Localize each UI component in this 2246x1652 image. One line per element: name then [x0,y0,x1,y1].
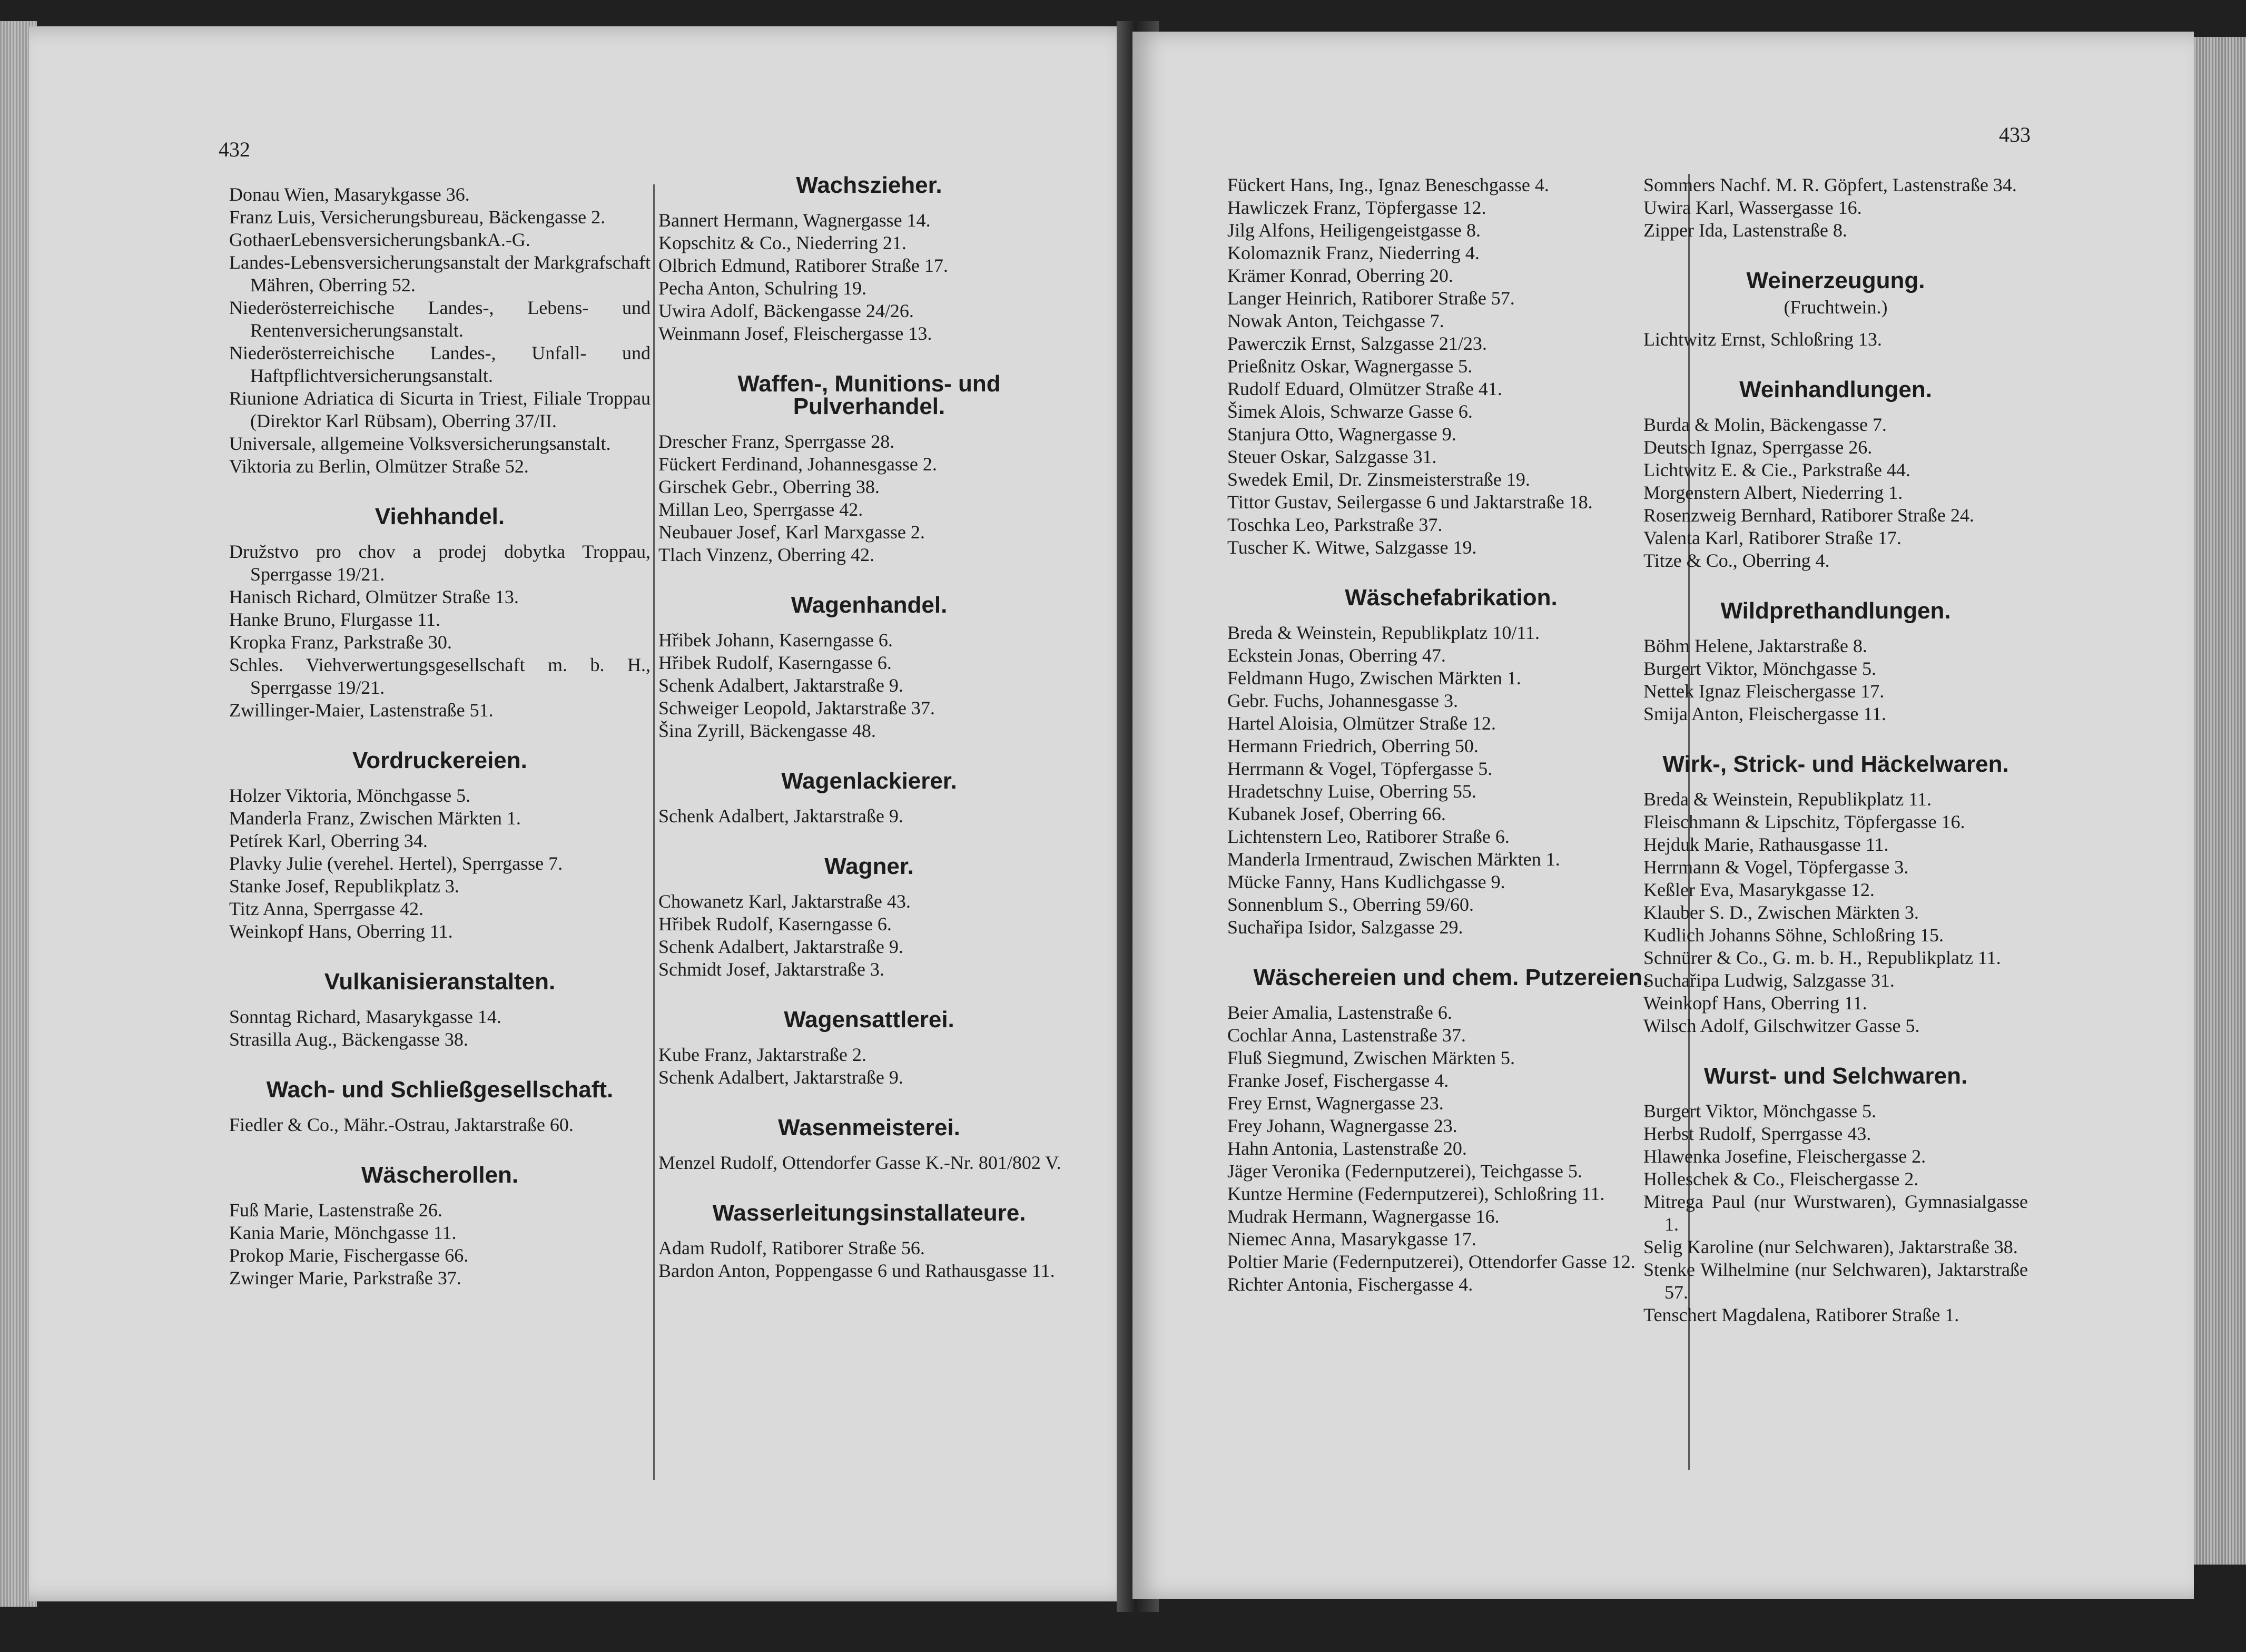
directory-section [658,1008,1080,1089]
directory-entry: Schenk Adalbert, Jaktarstraße 9. [658,1067,903,1088]
directory-entry: Šimek Alois, Schwarze Gasse 6. [1227,401,1473,422]
directory-entry: Weinkopf Hans, Oberring 11. [1643,992,1867,1014]
page-number: 432 [219,137,250,161]
directory-entry: Titze & Co., Oberring 4. [1643,550,1830,571]
directory-entry: Beier Amalia, Lastenstraße 6. [1227,1002,1452,1023]
directory-entry: Smija Anton, Fleischergasse 11. [1643,703,1886,724]
directory-section [1643,269,2028,351]
directory-entry: Hradetschny Luise, Oberring 55. [1227,781,1476,802]
directory-section [1643,174,2028,242]
section-heading: Wagner. [824,853,914,879]
directory-entry: Deutsch Ignaz, Sperrgasse 26. [1643,437,1873,458]
section-heading: Weinerzeugung. [1746,268,1925,293]
directory-entry: Manderla Franz, Zwischen Märkten 1. [229,808,521,829]
directory-entry: Schenk Adalbert, Jaktarstraße 9. [658,675,903,696]
directory-entry: Rosenzweig Bernhard, Ratiborer Straße 24. [1643,505,1974,526]
directory-entry: Stenke Wilhelmine (nur Selchwaren), Jaktarstraße 57. [1643,1259,2028,1303]
directory-entry: Jäger Veronika (Federnputzerei), Teichgasse 5. [1227,1161,1582,1182]
column-left-2 [658,174,1080,1310]
directory-entry: Bannert Hermann, Wagnergasse 14. [658,210,931,231]
directory-entry: Herrmann & Vogel, Töpfergasse 3. [1643,857,1909,878]
directory-entry: Bardon Anton, Poppengasse 6 und Rathausgasse 11. [658,1260,1055,1281]
directory-entry: Millan Leo, Sperrgasse 42. [658,499,863,520]
directory-entry: Valenta Karl, Ratiborer Straße 17. [1643,527,1902,548]
directory-entry: Hřibek Rudolf, Kaserngasse 6. [658,652,892,673]
directory-entry: Girschek Gebr., Oberring 38. [658,476,880,497]
directory-entry: Tlach Vinzenz, Oberring 42. [658,544,875,565]
directory-entry: Zwinger Marie, Parkstraße 37. [229,1267,461,1289]
page-number: 433 [1999,123,2031,146]
directory-entry: Neubauer Josef, Karl Marxgasse 2. [658,522,925,543]
section-heading: Wagenhandel. [791,592,948,618]
directory-entry: Burda & Molin, Bäckengasse 7. [1643,414,1887,435]
directory-entry: Lichtwitz E. & Cie., Parkstraße 44. [1643,459,1910,480]
directory-entry: Lichtenstern Leo, Ratiborer Straße 6. [1227,826,1510,847]
directory-entry: Uwira Adolf, Bäckengasse 24/26. [658,300,914,321]
directory-entry: Breda & Weinstein, Republikplatz 10/11. [1227,622,1540,643]
directory-entry: Klauber S. D., Zwischen Märkten 3. [1643,902,1919,923]
section-heading: Weinhandlungen. [1739,377,1932,402]
directory-entry: Hawliczek Franz, Töpfergasse 12. [1227,197,1486,218]
directory-entry: Niederösterreichische Landes-, Lebens- und Rentenversicherungsanstalt. [229,297,651,341]
section-heading: Wildprethandlungen. [1720,598,1951,624]
directory-entry: Prießnitz Oskar, Wagnergasse 5. [1227,356,1473,377]
directory-entry: Selig Karoline (nur Selchwaren), Jaktarstraße 38. [1643,1236,2018,1257]
directory-entry: Pawerczik Ernst, Salzgasse 21/23. [1227,333,1487,354]
directory-entry: Hřibek Rudolf, Kaserngasse 6. [658,913,892,935]
directory-section [229,970,651,1051]
directory-section [1643,599,2028,725]
directory-section [658,1116,1080,1174]
column-left-1 [229,183,651,1317]
directory-entry: Hejduk Marie, Rathausgasse 11. [1643,834,1889,855]
directory-section [1227,966,1675,1296]
directory-entry: Kuntze Hermine (Federnputzerei), Schloßring 11. [1227,1183,1605,1204]
directory-entry: Kolomaznik Franz, Niederring 4. [1227,242,1480,263]
directory-section [1643,1065,2028,1326]
section-subheading: (Fruchtwein.) [1784,297,1888,318]
section-heading: Wagensattlerei. [784,1007,954,1032]
directory-entry: Manderla Irmentraud, Zwischen Märkten 1. [1227,849,1560,870]
directory-entry: Richter Antonia, Fischergasse 4. [1227,1274,1473,1295]
directory-entry: Weinkopf Hans, Oberring 11. [229,921,453,942]
directory-entry: Kube Franz, Jaktarstraße 2. [658,1044,866,1065]
directory-entry: Schles. Viehverwertungsgesellschaft m. b. H., Sperrgasse 19/21. [229,654,651,698]
directory-entry: Riunione Adriatica di Sicurta in Triest, Filiale Troppau (Direktor Karl Rübsam), Oberring 37/II. [229,388,651,431]
directory-entry: Wilsch Adolf, Gilschwitzer Gasse 5. [1643,1015,1920,1036]
directory-entry: Družstvo pro chov a prodej dobytka Troppau, Sperrgasse 19/21. [229,541,651,585]
directory-entry: Mücke Fanny, Hans Kudlichgasse 9. [1227,871,1505,892]
directory-entry: Kropka Franz, Parkstraße 30. [229,632,452,653]
directory-entry: Hřibek Johann, Kaserngasse 6. [658,630,893,651]
directory-entry: Fluß Siegmund, Zwischen Märkten 5. [1227,1047,1515,1068]
section-heading: Wagenlackierer. [781,768,957,794]
directory-entry: Landes-Lebensversicherungsanstalt der Markgrafschaft Mähren, Oberring 52. [229,252,651,296]
directory-section [1643,753,2028,1037]
directory-entry: Schmidt Josef, Jaktarstraße 3. [658,959,884,980]
directory-entry: Morgenstern Albert, Niederring 1. [1643,482,1903,503]
directory-entry: Feldmann Hugo, Zwischen Märkten 1. [1227,667,1521,689]
section-heading: Wäschefabrikation. [1345,585,1558,611]
directory-entry: Franz Luis, Versicherungsbureau, Bäckengasse 2. [229,206,606,228]
directory-entry: Sonnenblum S., Oberring 59/60. [1227,894,1474,915]
column-right-2 [1643,174,2028,1354]
directory-entry: Jilg Alfons, Heiligengeistgasse 8. [1227,220,1481,241]
section-heading: Wachszieher. [796,172,942,198]
page-edges-right [2188,37,2246,1565]
directory-entry: Tittor Gustav, Seilergasse 6 und Jaktarstraße 18. [1227,491,1593,513]
directory-entry: Viktoria zu Berlin, Olmützer Straße 52. [229,456,529,477]
directory-entry: Swedek Emil, Dr. Zinsmeisterstraße 19. [1227,469,1530,490]
directory-entry: Schnürer & Co., G. m. b. H., Republikplatz 11. [1643,947,2001,968]
section-heading: Wurst- und Selchwaren. [1703,1063,1968,1089]
section-heading: Wirk-, Strick- und Häckelwaren. [1662,751,2009,777]
directory-section [229,1078,651,1136]
directory-entry: Nettek Ignaz Fleischergasse 17. [1643,681,1885,702]
section-heading: Waffen-, Munitions- und Pulverhandel. [737,371,1001,419]
right-page [1132,32,2194,1599]
section-heading: Wäscherollen. [361,1162,519,1188]
directory-entry: Kopschitz & Co., Niederring 21. [658,232,907,253]
directory-entry: Franke Josef, Fischergasse 4. [1227,1070,1449,1091]
directory-entry: Donau Wien, Masarykgasse 36. [229,184,470,205]
directory-entry: Keßler Eva, Masarykgasse 12. [1643,879,1875,900]
directory-entry: Petírek Karl, Oberring 34. [229,830,428,851]
directory-entry: Toschka Leo, Parkstraße 37. [1227,514,1443,535]
directory-entry: Gebr. Fuchs, Johannesgasse 3. [1227,690,1458,711]
directory-entry: Kubanek Josef, Oberring 66. [1227,803,1446,824]
directory-entry: Sonntag Richard, Masarykgasse 14. [229,1006,501,1027]
directory-entry: Niederösterreichische Landes-, Unfall- und Haftpflichtversicherungsanstalt. [229,342,651,386]
section-heading: Viehhandel. [375,504,505,529]
left-page [29,26,1140,1601]
directory-section [229,1164,651,1290]
directory-entry: Stanjura Otto, Wagnergasse 9. [1227,424,1456,445]
directory-entry: Uwira Karl, Wassergasse 16. [1643,197,1862,218]
directory-entry: Mudrak Hermann, Wagnergasse 16. [1227,1206,1500,1227]
directory-entry: Breda & Weinstein, Republikplatz 11. [1643,789,1932,810]
directory-entry: Olbrich Edmund, Ratiborer Straße 17. [658,255,948,276]
directory-entry: Cochlar Anna, Lastenstraße 37. [1227,1025,1466,1046]
directory-entry: Hlawenka Josefine, Fleischergasse 2. [1643,1146,1926,1167]
directory-section [1227,586,1675,939]
directory-entry: GothaerLebensversicherungsbankA.-G. [229,229,530,250]
directory-entry: Adam Rudolf, Ratiborer Straße 56. [658,1237,925,1258]
directory-entry: Frey Ernst, Wagnergasse 23. [1227,1093,1444,1114]
section-heading: Wasserleitungsinstallateure. [712,1200,1026,1226]
directory-entry: Hanke Bruno, Flurgasse 11. [229,609,440,630]
directory-entry: Böhm Helene, Jaktarstraße 8. [1643,635,1867,656]
section-heading: Vordruckereien. [352,748,527,773]
section-heading: Wasenmeisterei. [778,1115,960,1140]
directory-entry: Universale, allgemeine Volksversicherungsanstalt. [229,433,611,454]
directory-entry: Schweiger Leopold, Jaktarstraße 37. [658,697,935,719]
directory-entry: Stanke Josef, Republikplatz 3. [229,876,459,897]
directory-section [658,855,1080,981]
directory-entry: Burgert Viktor, Mönchgasse 5. [1643,1100,1877,1122]
directory-entry: Poltier Marie (Federnputzerei), Ottendorfer Gasse 12. [1227,1251,1636,1272]
directory-entry: Weinmann Josef, Fleischergasse 13. [658,323,932,344]
directory-entry: Titz Anna, Sperrgasse 42. [229,898,423,919]
directory-entry: Herbst Rudolf, Sperrgasse 43. [1643,1123,1871,1144]
section-heading: Wach- und Schließgesellschaft. [266,1077,614,1103]
directory-entry: Rudolf Eduard, Olmützer Straße 41. [1227,378,1502,399]
directory-section [229,505,651,722]
directory-section [229,183,651,478]
directory-section [229,749,651,943]
directory-section [1643,378,2028,572]
directory-entry: Lichtwitz Ernst, Schloßring 13. [1643,329,1882,350]
directory-entry: Schenk Adalbert, Jaktarstraße 9. [658,805,903,827]
directory-entry: Fückert Ferdinand, Johannesgasse 2. [658,454,937,475]
directory-entry: Kudlich Johanns Söhne, Schloßring 15. [1643,925,1944,946]
directory-entry: Suchařipa Ludwig, Salzgasse 31. [1643,970,1895,991]
directory-section [658,372,1080,566]
directory-entry: Frey Johann, Wagnergasse 23. [1227,1115,1457,1136]
directory-entry: Niemec Anna, Masarykgasse 17. [1227,1228,1476,1250]
directory-entry: Fiedler & Co., Mähr.-Ostrau, Jaktarstraße 60. [229,1114,574,1135]
directory-entry: Drescher Franz, Sperrgasse 28. [658,431,895,452]
directory-section [658,1202,1080,1282]
directory-entry: Herrmann & Vogel, Töpfergasse 5. [1227,758,1493,779]
section-heading: Wäschereien und chem. Putzereien. [1253,965,1649,990]
directory-entry: Hermann Friedrich, Oberring 50. [1227,735,1479,756]
directory-entry: Fuß Marie, Lastenstraße 26. [229,1199,442,1221]
column-right-1 [1227,174,1675,1323]
directory-entry: Hartel Aloisia, Olmützer Straße 12. [1227,713,1496,734]
directory-entry: Suchařipa Isidor, Salzgasse 29. [1227,917,1463,938]
directory-entry: Tuscher K. Witwe, Salzgasse 19. [1227,537,1477,558]
directory-entry: Chowanetz Karl, Jaktarstraße 43. [658,891,911,912]
directory-entry: Zwillinger-Maier, Lastenstraße 51. [229,700,494,721]
directory-entry: Pecha Anton, Schulring 19. [658,278,866,299]
directory-entry: Hahn Antonia, Lastenstraße 20. [1227,1138,1467,1159]
directory-entry: Tenschert Magdalena, Ratiborer Straße 1. [1643,1304,1959,1325]
directory-entry: Hanisch Richard, Olmützer Straße 13. [229,586,519,607]
directory-entry: Prokop Marie, Fischergasse 66. [229,1245,469,1266]
directory-section [658,594,1080,742]
directory-entry: Fückert Hans, Ing., Ignaz Beneschgasse 4. [1227,174,1549,195]
directory-section [658,174,1080,345]
directory-entry: Holzer Viktoria, Mönchgasse 5. [229,785,471,806]
directory-entry: Menzel Rudolf, Ottendorfer Gasse K.-Nr. 801/802 V. [658,1152,1061,1173]
directory-entry: Burgert Viktor, Mönchgasse 5. [1643,658,1877,679]
directory-entry: Mitrega Paul (nur Wurstwaren), Gymnasialgasse 1. [1643,1191,2028,1235]
column-rule [653,184,655,1480]
directory-entry: Steuer Oskar, Salzgasse 31. [1227,446,1437,467]
directory-entry: Kania Marie, Mönchgasse 11. [229,1222,457,1243]
directory-entry: Plavky Julie (verehel. Hertel), Sperrgasse 7. [229,853,563,874]
directory-entry: Zipper Ida, Lastenstraße 8. [1643,220,1847,241]
directory-section [658,770,1080,828]
directory-section [1227,174,1675,559]
directory-entry: Strasilla Aug., Bäckengasse 38. [229,1029,468,1050]
section-heading: Vulkanisieranstalten. [324,969,556,995]
directory-entry: Schenk Adalbert, Jaktarstraße 9. [658,936,903,957]
directory-entry: Sommers Nachf. M. R. Göpfert, Lastenstraße 34. [1643,174,2017,195]
directory-entry: Fleischmann & Lipschitz, Töpfergasse 16. [1643,811,1965,832]
directory-entry: Šina Zyrill, Bäckengasse 48. [658,720,876,741]
directory-entry: Nowak Anton, Teichgasse 7. [1227,310,1444,331]
directory-entry: Langer Heinrich, Ratiborer Straße 57. [1227,288,1515,309]
directory-entry: Holleschek & Co., Fleischergasse 2. [1643,1168,1919,1189]
directory-entry: Krämer Konrad, Oberring 20. [1227,265,1453,286]
directory-entry: Eckstein Jonas, Oberring 47. [1227,645,1446,666]
